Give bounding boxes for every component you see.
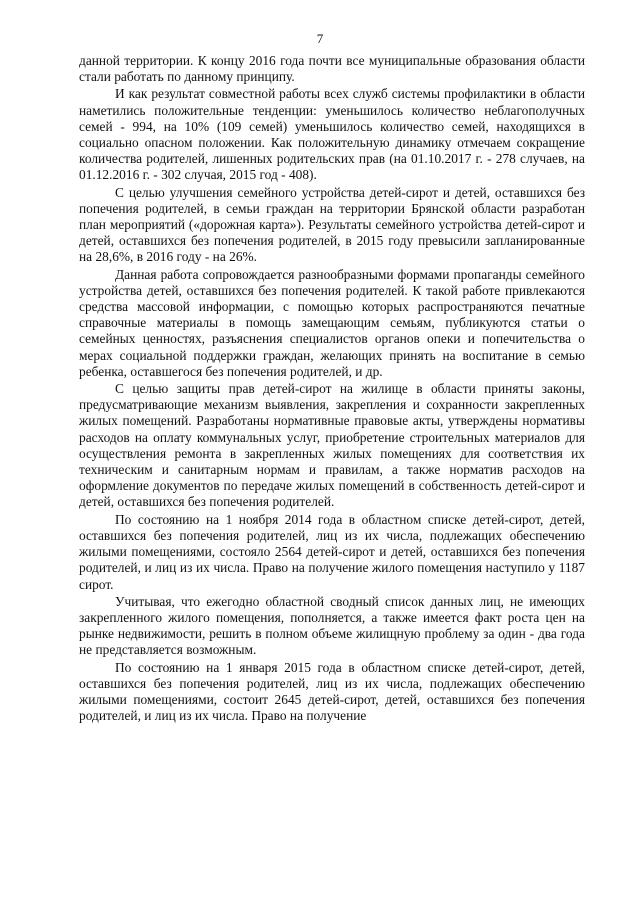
paragraph-2015-status: По состоянию на 1 января 2015 года в областном списке детей-сирот, детей, оставшихся без попечения родителей, лиц из их числа, подлежащих обеспечению жилыми помещениями, состоит 2645 детей-сирот, детей, оставшихся без попечения родителей, и лиц из их числа. Право на получение: [79, 659, 585, 724]
document-body: [79, 53, 585, 725]
paragraph-housing-laws: С целью защиты прав детей-сирот на жилище в области приняты законы, предусматривающие механизм выявления, закрепления и сохранности закрепленных жилых помещений. Разработаны нормативные правовые акты, утверждены нормативы расходов на оплату коммунальных услуг, приобретение строительных материалов для осуществления ремонта в закрепленных жилых помещениях для соответствия их техническим и санитарным нормам и правилам, а также норматив расходов на оформление документов по передаче жилых помещений в собственность детей-сирот и детей, оставшихся без попечения родителей.: [79, 381, 585, 510]
paragraph-2014-status: По состоянию на 1 ноября 2014 года в областном списке детей-сирот, детей, оставшихся без попечения родителей, лиц из их числа, подлежащих обеспечению жилыми помещениями, состояло 2564 детей-сирот и детей, оставшихся без попечения родителей, и лиц из их числа. Право на получение жилого помещения наступило у 1187 сирот.: [79, 511, 585, 592]
paragraph-roadmap: С целью улучшения семейного устройства детей-сирот и детей, оставшихся без попечения родителей, в семьи граждан на территории Брянской области разработан план мероприятий («дорожная карта»). Результаты семейного устройства детей-сирот и детей, оставшихся без попечения родителей, в 2015 году превысили запланированные на 28,6%, в 2016 году - на 26%.: [79, 184, 585, 265]
page-number: 7: [316, 31, 324, 46]
paragraph-housing-problem: Учитывая, что ежегодно областной сводный список данных лиц, не имеющих закрепленного жилого помещения, пополняется, а также имеется факт роста цен на рынке недвижимости, решить в полном объеме жилищную проблему за один - два года не представляется возможным.: [79, 593, 585, 658]
paragraph-prevention-results: И как результат совместной работы всех служб системы профилактики в области наметились положительные тенденции: уменьшилось количество неблагополучных семей - 994, на 10% (109 семей) уменьшилось количество семей, находящихся в социально опасном положении. Как положительную динамику отмечаем сокращение количества родителей, лишенных родительских прав (на 01.10.2017 г. - 278 случаев, на 01.12.2016 г. - 302 случая, 2015 год - 408).: [79, 86, 585, 183]
paragraph-propaganda: Данная работа сопровождается разнообразными формами пропаганды семейного устройства детей, оставшихся без попечения родителей. К такой работе привлекаются средства массовой информации, с помощью которых распространяются печатные справочные материалы в помощь замещающим семьям, публикуются статьи о семейных ценностях, разъяснения специалистов органов опеки и попечительства о мерах социальной поддержки граждан, желающих принять на воспитание в семью ребенка, оставшегося без попечения родителей, и др.: [79, 266, 585, 379]
paragraph-continuation: данной территории. К концу 2016 года почти все муниципальные образования области стали работать по данному принципу.: [79, 53, 585, 85]
